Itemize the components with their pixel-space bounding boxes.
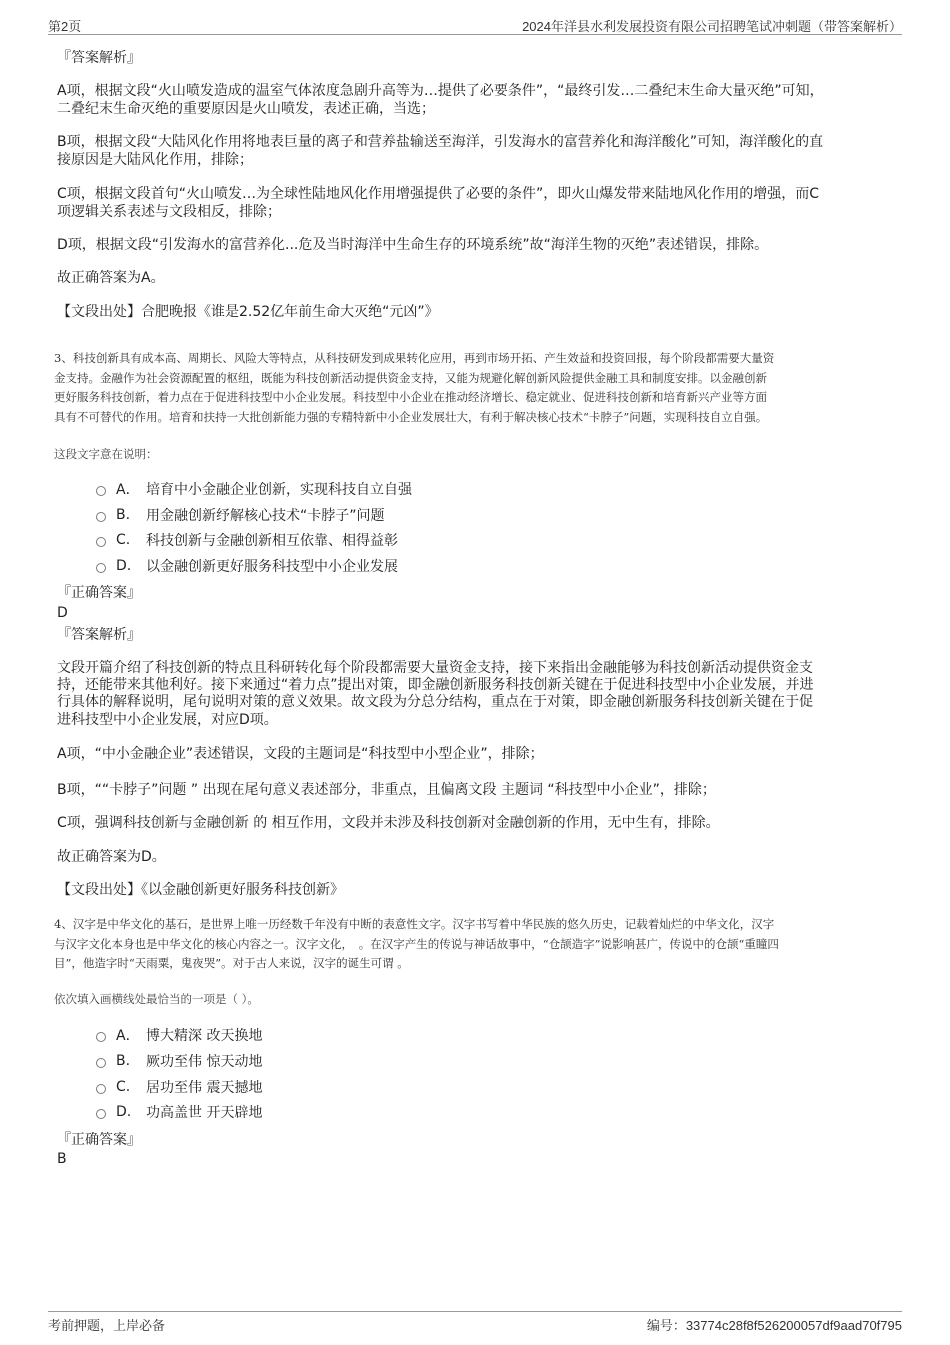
- radio-icon[interactable]: [96, 563, 106, 573]
- radio-icon[interactable]: [96, 537, 106, 547]
- q4-prompt: 依次填入画横线处最恰当的一项是（ ）。: [54, 992, 259, 1006]
- q3-analysis-label: 『答案解析』: [57, 627, 141, 643]
- q4-passage-line1: 4、汉字是中华文化的基石，是世界上唯一历经数千年没有中断的表意性文字。汉字书写着中华民族的悠久历史，记载着灿烂的中华文化，汉字: [54, 917, 775, 931]
- q3-analysis-line4: 进科技型中小企业发展，对应D项。: [57, 712, 278, 728]
- q3-passage: [54, 349, 902, 427]
- q2-analysis-c-line2: 项逻辑关系表述与文段相反，排除；: [57, 204, 281, 220]
- q3-analysis-a: A项，“中小金融企业”表述错误，文段的主题词是“科技型中小型企业”，排除；: [57, 746, 544, 762]
- option-key: D.: [116, 558, 132, 574]
- q3-analysis-line3: 行具体的解释说明，尾句说明对策的意义效果。故文段为分总分结构，重点在于对策，即金融创新服务科技创新关键在于促: [57, 694, 813, 710]
- q4-passage: [54, 915, 902, 974]
- q3-answer-label: 『正确答案』: [57, 585, 141, 601]
- q3-prompt: 这段文字意在说明：: [54, 447, 158, 461]
- option-key: B.: [116, 507, 131, 523]
- footer-serial: 编号：33774c28f8f526200057df9aad70f795: [646, 1318, 902, 1333]
- option-text: 功高盖世 开天辟地: [146, 1105, 263, 1121]
- q3-passage-line2: 金支持。金融作为社会资源配置的枢纽，既能为科技创新活动提供资金支持，又能为规避化解创新风险提供金融工具和制度安排。以金融创新: [54, 370, 767, 385]
- option-key: A．: [116, 482, 140, 498]
- q4-option-c[interactable]: [96, 1077, 262, 1097]
- option-text: 科技创新与金融创新相互依靠、相得益彰: [146, 533, 398, 549]
- footer-slogan: 考前押题，上岸必备: [48, 1318, 166, 1333]
- q3-option-d[interactable]: [96, 556, 398, 576]
- radio-icon[interactable]: [96, 1058, 106, 1068]
- q3-passage-line4: 具有不可替代的作用。培育和扶持一大批创新能力强的专精特新中小企业发展壮大，有利于解决核心技术“卡脖子”问题，实现科技自立自强。: [54, 409, 768, 424]
- q3-option-b[interactable]: [96, 505, 385, 525]
- q3-source: 【文段出处】《以金融创新更好服务科技创新》: [57, 882, 344, 898]
- option-text: 用金融创新纾解核心技术“卡脖子”问题: [146, 508, 385, 524]
- page-number: 第2页: [48, 19, 82, 34]
- radio-icon[interactable]: [96, 1109, 106, 1119]
- q3-answer: D: [57, 605, 68, 621]
- q4-answer-label: 『正确答案』: [57, 1132, 141, 1148]
- q4-option-a[interactable]: [96, 1025, 262, 1045]
- page-header: [48, 14, 902, 35]
- q3-option-c[interactable]: [96, 530, 398, 550]
- q3-analysis-line1: 文段开篇介绍了科技创新的特点且科研转化每个阶段都需要大量资金支持，接下来指出金融能够为科技创新活动提供资金支: [57, 660, 813, 676]
- q3-passage-line3: 更好服务科技创新，着力点在于促进科技型中小企业发展。科技型中小企业在推动经济增长、稳定就业、促进科技创新和培育新兴产业等方面: [54, 390, 767, 404]
- option-key: A．: [116, 1028, 140, 1044]
- q4-option-b[interactable]: [96, 1051, 262, 1071]
- option-text: 博大精深 改天换地: [146, 1028, 263, 1044]
- q2-analysis-b-line1: B项，根据文段“大陆风化作用将地表巨量的离子和营养盐输送至海洋，引发海水的富营养化和海洋酸化”可知，海洋酸化的直: [57, 134, 824, 150]
- q2-analysis-label: 『答案解析』: [57, 50, 141, 66]
- option-key: C.: [116, 1079, 131, 1095]
- q3-option-a[interactable]: [96, 479, 412, 499]
- option-key: B.: [116, 1053, 131, 1069]
- document-title: 2024年洋县水利发展投资有限公司招聘笔试冲刺题（带答案解析）: [522, 19, 902, 34]
- q3-analysis-b: B项，““卡脖子”问题 ” 出现在尾句意义表述部分，非重点，且偏离文段 主题词 “科技型中小企业”，排除；: [57, 782, 716, 798]
- q2-analysis-a-line2: 二叠纪末生命灭绝的重要原因是火山喷发，表述正确，当选；: [57, 101, 435, 117]
- option-text: 厥功至伟 惊天动地: [146, 1054, 263, 1070]
- q3-conclusion: 故正确答案为D。: [57, 849, 166, 865]
- option-key: C.: [116, 532, 131, 548]
- q4-answer: B: [57, 1151, 67, 1167]
- q2-analysis-c-line1: C项，根据文段首句“火山喷发…为全球性陆地风化作用增强提供了必要的条件”，即火山爆发带来陆地风化作用的增强，而C: [57, 186, 820, 202]
- option-text: 培育中小金融企业创新，实现科技自立自强: [146, 482, 412, 498]
- page-footer: [48, 1311, 902, 1334]
- q2-analysis-d: D项，根据文段“引发海水的富营养化...危及当时海洋中生命生存的环境系统”故“海洋生物的灭绝”表述错误，排除。: [57, 237, 769, 253]
- q2-analysis-a-line1: A项，根据文段“火山喷发造成的温室气体浓度急剧升高等为…提供了必要条件”，“最终引发…二叠纪末生命大量灭绝”可知，: [57, 83, 824, 99]
- q3-analysis-line2: 持，还能带来其他利好。接下来通过“着力点”提出对策，即金融创新服务科技创新关键在于促进科技型中小企业发展，并进: [57, 677, 814, 693]
- option-text: 居功至伟 震天撼地: [146, 1080, 263, 1096]
- q2-conclusion: 故正确答案为A。: [57, 270, 165, 286]
- option-text: 以金融创新更好服务科技型中小企业发展: [146, 559, 398, 575]
- radio-icon[interactable]: [96, 512, 106, 522]
- q4-passage-line2: 与汉字文化本身也是中华文化的核心内容之一。汉字文化， 。在汉字产生的传说与神话故事中，“仓颉造字”说影响甚广，传说中的仓颉“重瞳四: [54, 936, 779, 951]
- radio-icon[interactable]: [96, 486, 106, 496]
- q3-analysis-c: C项，强调科技创新与金融创新 的 相互作用，文段并未涉及科技创新对金融创新的作用，无中生有，排除。: [57, 815, 720, 831]
- radio-icon[interactable]: [96, 1032, 106, 1042]
- q2-source: 【文段出处】合肥晚报《谁是2.52亿年前生命大灭绝“元凶”》: [57, 304, 439, 320]
- q4-passage-line3: 目”，他造字时“天雨粟，鬼夜哭”。对于古人来说，汉字的诞生可谓 。: [54, 956, 409, 970]
- radio-icon[interactable]: [96, 1084, 106, 1094]
- q3-passage-line1: 3、科技创新具有成本高、周期长、风险大等特点，从科技研发到成果转化应用，再到市场开拓、产生效益和投资回报，每个阶段都需要大量资: [54, 351, 775, 365]
- q2-analysis-b-line2: 接原因是大陆风化作用，排除；: [57, 152, 253, 168]
- q4-option-d[interactable]: [96, 1102, 262, 1122]
- option-key: D.: [116, 1104, 132, 1120]
